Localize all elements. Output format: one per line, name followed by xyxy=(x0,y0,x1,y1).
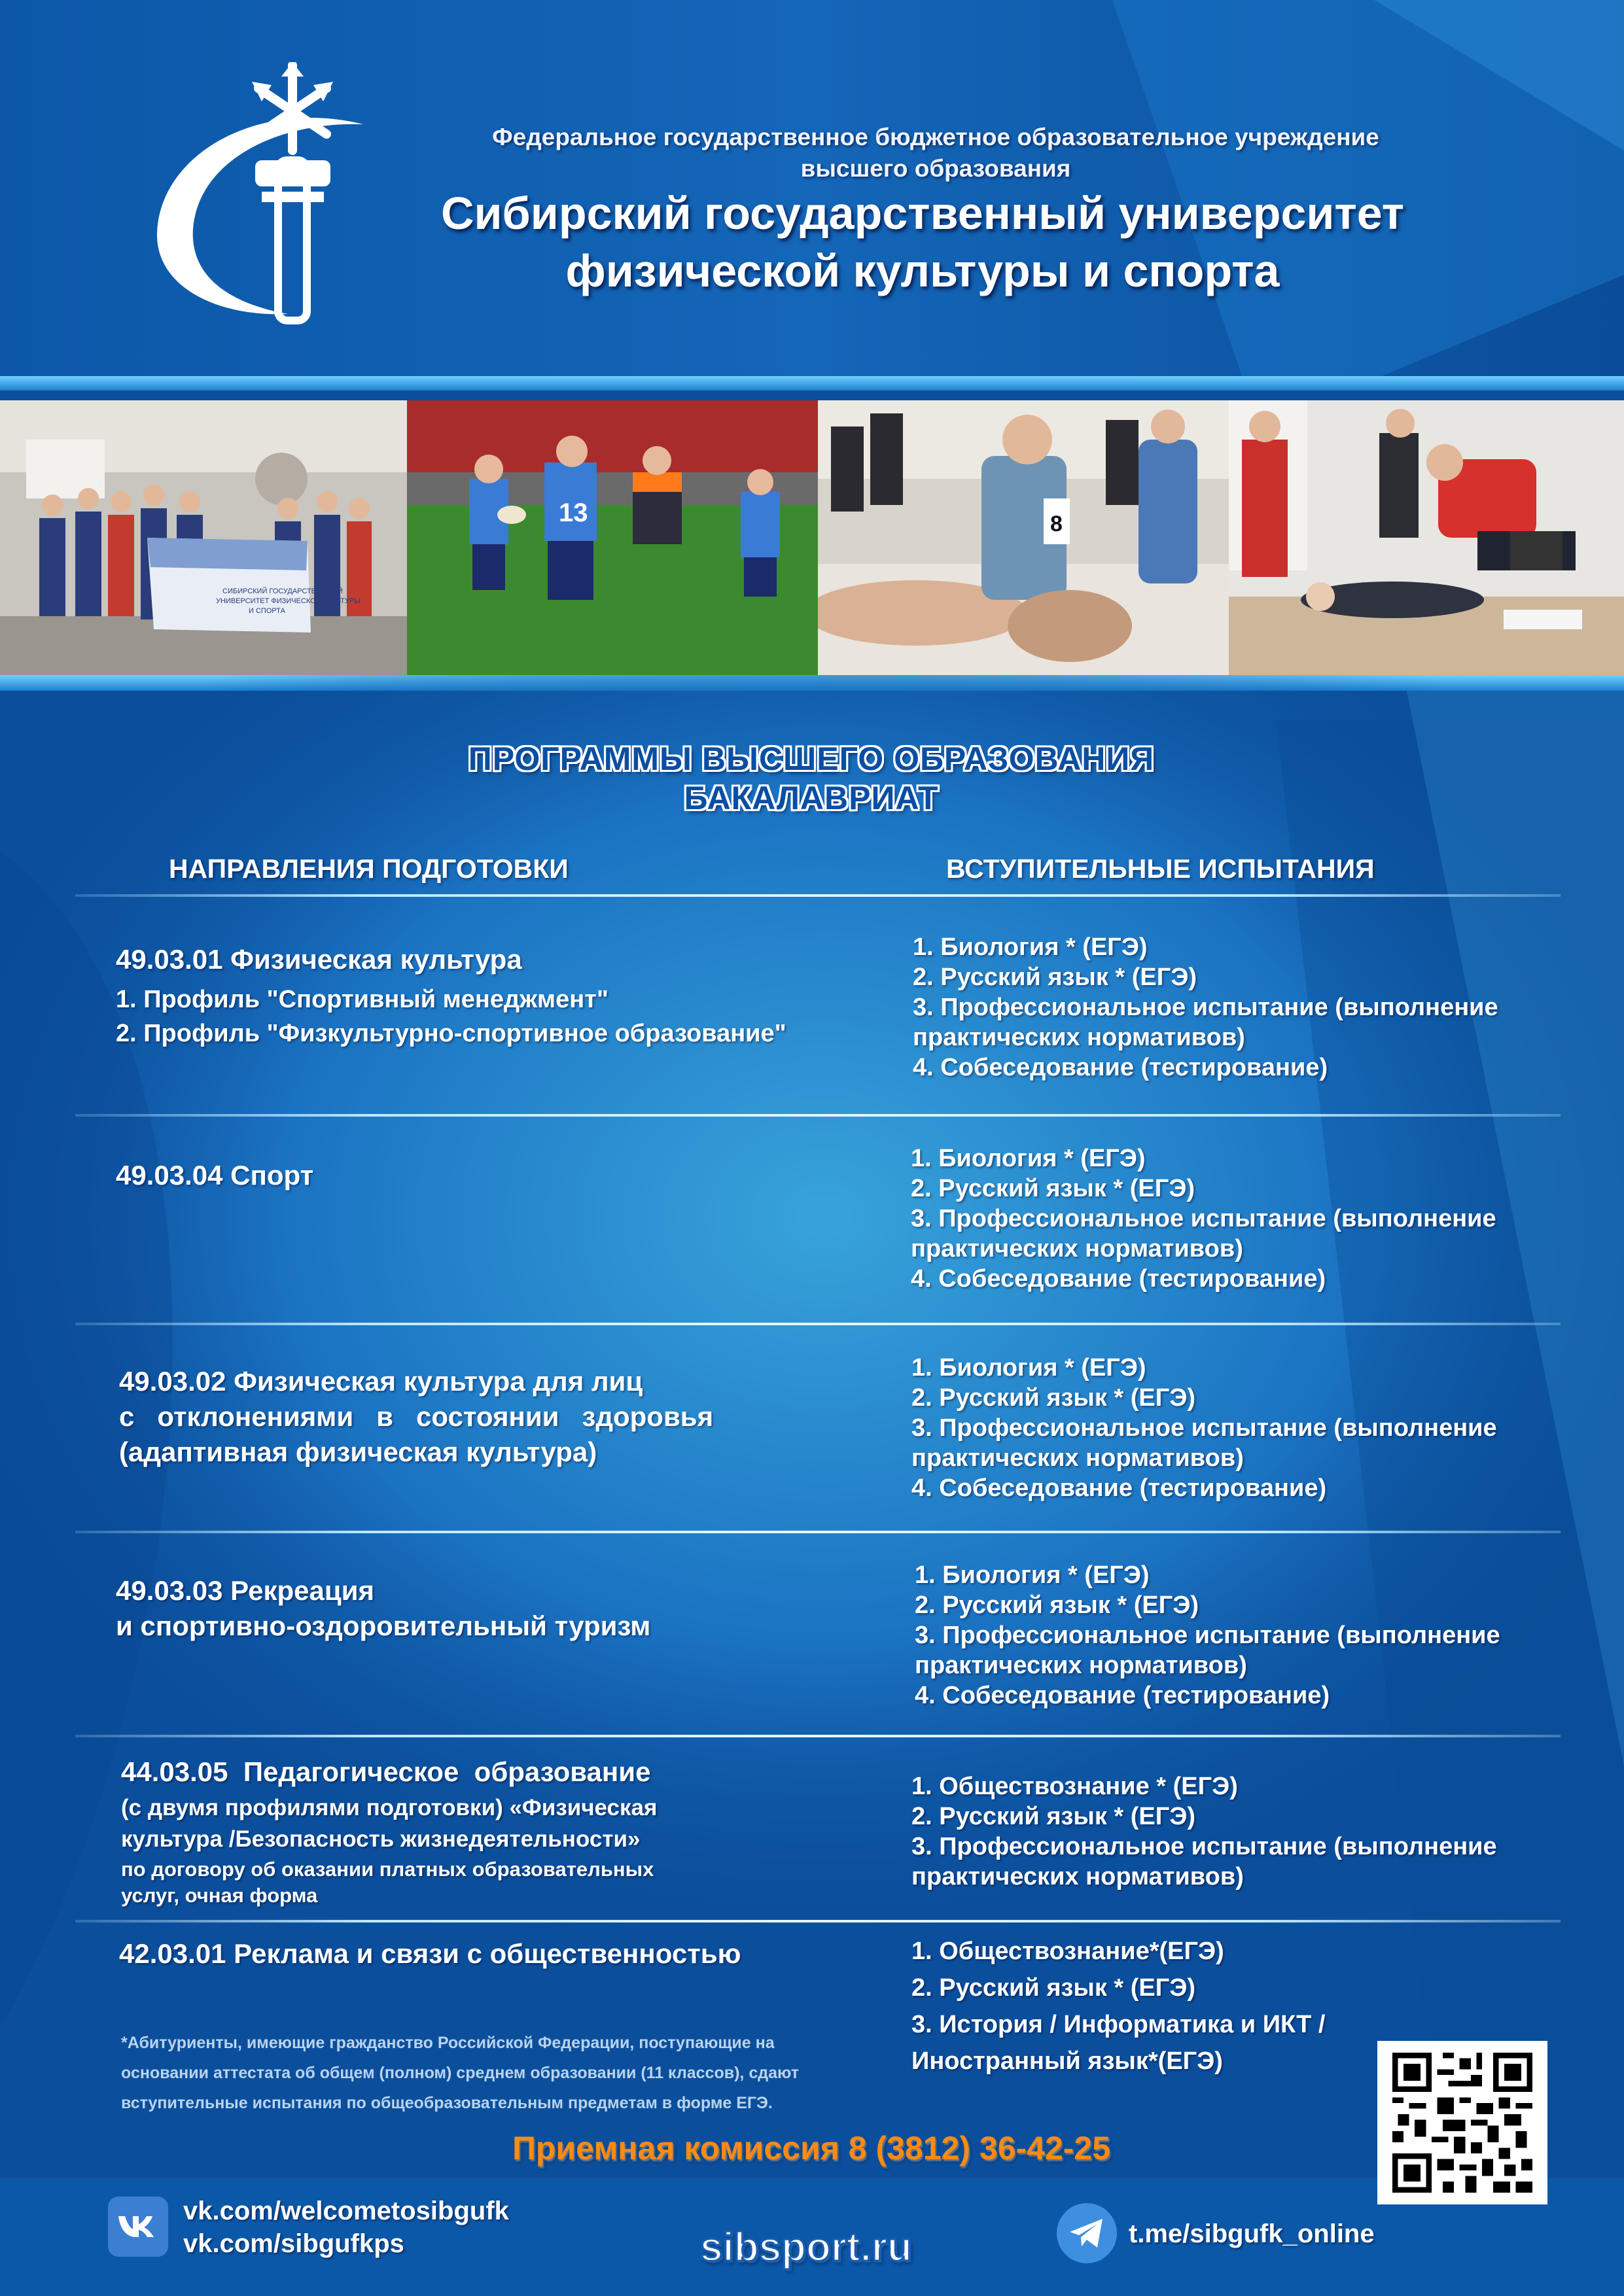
exams-49-03-01 xyxy=(913,932,1624,1083)
exam-item: 2. Русский язык * (ЕГЭ) xyxy=(913,964,1197,991)
exam-item: практических нормативов) xyxy=(911,1444,1244,1472)
admission-phone[interactable]: Приемная комиссия 8 (3812) 36-42-25 xyxy=(512,2130,1111,2166)
organization-name xyxy=(425,122,1446,184)
program-title-line: 49.03.03 Рекреация xyxy=(116,1575,375,1606)
column-header-exams: ВСТУПИТЕЛЬНЫЕ ИСПЫТАНИЯ xyxy=(946,854,1375,884)
exam-item: 2. Русский язык * (ЕГЭ) xyxy=(911,1803,1196,1830)
exams-49-03-03 xyxy=(915,1560,1624,1711)
row-separator xyxy=(75,1735,1561,1737)
exam-item: 1. Биология * (ЕГЭ) xyxy=(911,1145,1146,1172)
section-title-line-1: ПРОГРАММЫ ВЫСШЕГО ОБРАЗОВАНИЯ xyxy=(468,740,1155,777)
section-title xyxy=(288,739,1335,818)
program-title-line: и спортивно-оздоровительный туризм xyxy=(116,1610,651,1641)
photo-strip xyxy=(0,400,1624,675)
exam-item: 1. Биология * (ЕГЭ) xyxy=(913,933,1148,961)
program-title: 49.03.01 Физическая культура xyxy=(116,944,522,975)
exam-item: 3. Профессиональное испытание (выполнение xyxy=(913,994,1498,1021)
university-name xyxy=(366,184,1479,300)
program-note-line: услуг, очная форма xyxy=(121,1884,318,1907)
row-separator xyxy=(75,1114,1561,1117)
footnote-line: вступительные испытания по общеобразовательным предметам в форме ЕГЭ. xyxy=(121,2094,773,2112)
program-profile-1: 1. Профиль "Спортивный менеджмент" xyxy=(116,986,609,1013)
org-line-2: высшего образования xyxy=(800,155,1071,182)
vk-icon[interactable] xyxy=(108,2197,168,2257)
exams-49-03-04 xyxy=(911,1143,1624,1294)
exam-item: 1. Биология * (ЕГЭ) xyxy=(911,1354,1146,1382)
exam-item: 2. Русский язык * (ЕГЭ) xyxy=(915,1592,1199,1619)
website-link[interactable]: sibsport.ru xyxy=(700,2225,912,2270)
exam-item: 4. Собеседование (тестирование) xyxy=(911,1474,1327,1502)
exam-item: Иностранный язык*(ЕГЭ) xyxy=(911,2047,1223,2075)
program-title: 49.03.04 Спорт xyxy=(116,1160,314,1191)
section-title-line-2: БАКАЛАВРИАТ xyxy=(684,780,939,816)
exam-item: практических нормативов) xyxy=(913,1024,1245,1051)
program-title-line: 49.03.02 Физическая культура для лиц xyxy=(119,1366,643,1397)
row-separator xyxy=(75,894,1561,897)
uni-line-1: Сибирский государственный университет xyxy=(440,188,1405,239)
program-title: 42.03.01 Реклама и связи с общественностью xyxy=(119,1938,741,1969)
exam-item: 3. Профессиональное испытание (выполнение xyxy=(915,1622,1500,1649)
program-49-03-04 xyxy=(116,1158,901,1193)
jersey-number: 13 xyxy=(559,498,588,527)
exam-item: 1. Биология * (ЕГЭ) xyxy=(915,1561,1150,1589)
row-separator xyxy=(75,1323,1561,1325)
photo-first-aid xyxy=(1229,400,1624,675)
exam-item: 3. Профессиональное испытание (выполнение xyxy=(911,1833,1497,1860)
vk-links xyxy=(183,2195,509,2260)
exam-item: практических нормативов) xyxy=(915,1652,1247,1679)
exam-item: 2. Русский язык * (ЕГЭ) xyxy=(911,1175,1195,1202)
program-44-03-05 xyxy=(121,1754,775,1909)
exam-item: 4. Собеседование (тестирование) xyxy=(915,1682,1330,1709)
qr-code-icon[interactable] xyxy=(1377,2041,1547,2204)
flag-text-1: СИБИРСКИЙ ГОСУДАРСТВЕННЫЙ xyxy=(222,587,343,595)
footnote xyxy=(121,2028,919,2118)
exam-item: 3. Профессиональное испытание (выполнение xyxy=(911,1414,1497,1442)
exam-item: 2. Русский язык * (ЕГЭ) xyxy=(911,1974,1196,2002)
photo-massage xyxy=(818,400,1229,675)
program-49-03-03 xyxy=(116,1573,901,1644)
exam-item: 2. Русский язык * (ЕГЭ) xyxy=(911,1384,1196,1412)
exam-item: 4. Собеседование (тестирование) xyxy=(911,1265,1326,1293)
exam-item: 3. Профессиональное испытание (выполнение xyxy=(911,1205,1496,1232)
program-title-line: (адаптивная физическая культура) xyxy=(119,1436,597,1467)
row-separator xyxy=(75,1920,1561,1922)
exam-item: практических нормативов) xyxy=(911,1235,1243,1262)
badge-number: 8 xyxy=(1050,512,1063,536)
exam-item: 1. Обществознание * (ЕГЭ) xyxy=(911,1773,1238,1800)
exam-item: 1. Обществознание*(ЕГЭ) xyxy=(911,1938,1224,1965)
program-title-line: с отклонениями в состоянии здоровья xyxy=(119,1401,714,1432)
footnote-line: основании аттестата об общем (полном) среднем образовании (11 классов), сдают xyxy=(121,2064,799,2082)
footnote-line: *Абитуриенты, имеющие гражданство Российской Федерации, поступающие на xyxy=(121,2034,775,2052)
flag-text-2: УНИВЕРСИТЕТ ФИЗИЧЕСКОЙ КУЛЬТУРЫ xyxy=(216,597,361,605)
row-separator xyxy=(75,1531,1561,1533)
program-profile-2: 2. Профиль "Физкультурно-спортивное образование" xyxy=(116,1020,786,1047)
program-profile-line: (с двумя профилями подготовки) «Физическая xyxy=(121,1795,658,1820)
vk-link-2[interactable]: vk.com/sibgufkps xyxy=(183,2229,404,2258)
photo-rugby xyxy=(407,400,818,675)
column-header-programs: НАПРАВЛЕНИЯ ПОДГОТОВКИ xyxy=(169,854,569,884)
program-note-line: по договору об оказании платных образовательных xyxy=(121,1858,654,1881)
exams-44-03-05 xyxy=(911,1771,1624,1892)
program-42-03-01 xyxy=(119,1936,904,1972)
org-line-1: Федеральное государственное бюджетное образовательное учреждение xyxy=(492,124,1379,150)
photo-group-flag xyxy=(0,400,407,675)
telegram-link[interactable]: t.me/sibgufk_online xyxy=(1129,2219,1375,2248)
program-49-03-02 xyxy=(119,1364,773,1470)
program-profile-line: культура /Безопасность жизнедеятельности» xyxy=(121,1826,641,1852)
program-49-03-01 xyxy=(116,942,901,1051)
telegram-icon[interactable] xyxy=(1057,2203,1117,2263)
uni-line-2: физической культуры и спорта xyxy=(565,245,1280,296)
exams-49-03-02 xyxy=(911,1353,1624,1503)
vk-link-1[interactable]: vk.com/welcometosibgufk xyxy=(183,2197,509,2225)
program-title: 44.03.05 Педагогическое образование xyxy=(121,1756,651,1787)
exam-item: практических нормативов) xyxy=(911,1863,1244,1890)
flag-text-3: И СПОРТА xyxy=(249,607,285,615)
exam-item: 4. Собеседование (тестирование) xyxy=(913,1054,1328,1081)
exam-item: 3. История / Информатика и ИКТ / xyxy=(911,2011,1326,2038)
